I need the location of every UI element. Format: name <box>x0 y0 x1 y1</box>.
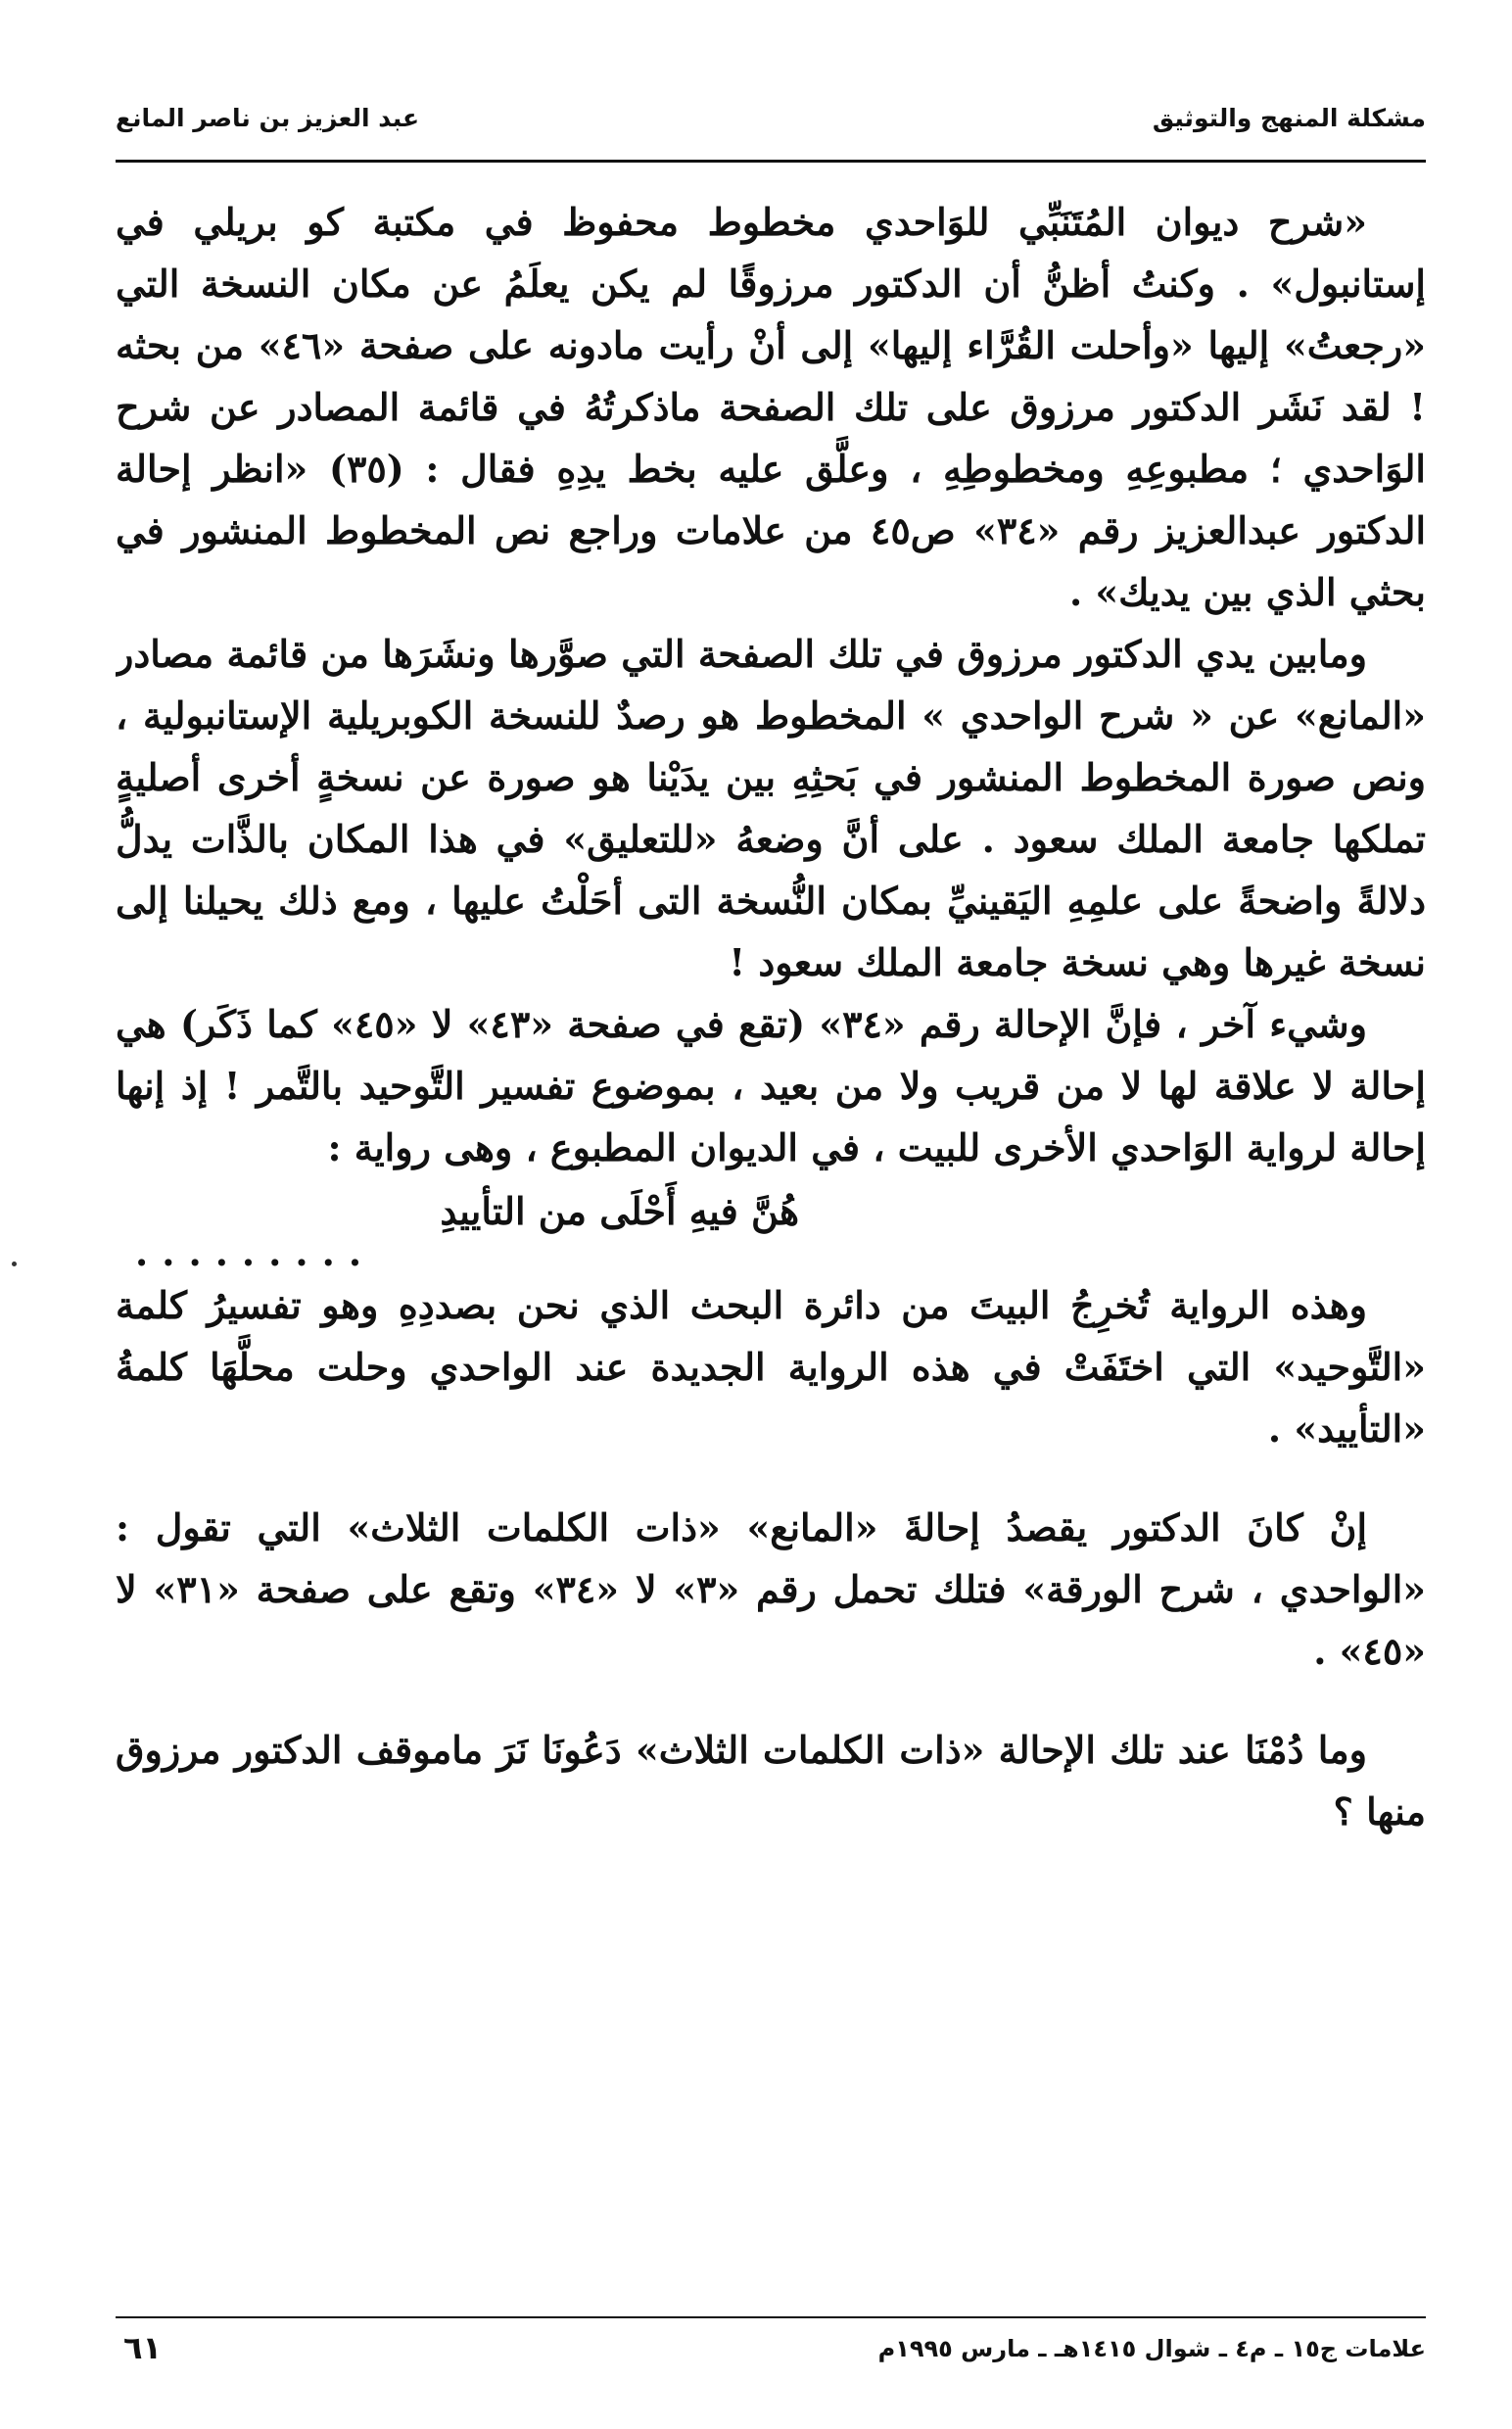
header-journal-section-title: مشكلة المنهج والتوثيق <box>1152 104 1426 132</box>
header-author-name: عبد العزيز بن ناصر المانع <box>116 104 420 132</box>
running-header <box>116 90 1426 149</box>
verse-ellipsis: ......... <box>135 1230 376 1274</box>
poetry-verse <box>116 1180 1426 1274</box>
paragraph-4: وهذه الرواية تُخرِجُ البيتَ من دائرة البحث الذي نحن بصددِهِ وهو تفسيرُ كلمة «التَّوحيد» التي اختَفَتْ في هذه الرواية الجديدة عند الواحدي وحلت محلَّهَا كلمةُ «التأييد» . <box>116 1283 1426 1451</box>
verse-hemistich: هُنَّ فيهِ أَحْلَى من التأييدِ <box>440 1189 799 1233</box>
paragraph-6: وما دُمْنَا عند تلك الإحالة «ذات الكلمات الثلاث» دَعُونَا نَرَ ماموقف الدكتور مرزوق منها ؟ <box>116 1728 1426 1834</box>
scan-speck <box>12 1262 17 1266</box>
footer-issue-info: علامات ج١٥ ـ م٤ ـ شوال ١٤١٥هـ ـ مارس ١٩٩٥م <box>877 2335 1426 2362</box>
footer-rule <box>116 2316 1426 2318</box>
article-body <box>116 191 1426 2277</box>
page-number: ٦١ <box>123 2329 163 2366</box>
header-rule <box>116 160 1426 163</box>
paragraph-2: ومابين يدي الدكتور مرزوق في تلك الصفحة التي صوَّرها ونشَرَها من قائمة مصادر «المانع» عن « شرح الواحدي » المخطوط هو رصدٌ للنسخة الكوبريلية الإستانبولية ، ونص صورة المخطوط المنشور في بَحثِهِ بين يدَيْنا هو صورة عن نسخةٍ أخرى أصليةٍ تملكها جامعة الملك سعود . على أنَّ وضعهُ «للتعليق» في هذا المكان بالذَّات يدلُّ دلالةً واضحةً على علمِهِ اليَقينيِّ بمكان النُّسخة التى أحَلْتُ عليها ، ومع ذلك يحيلنا إلى نسخة غيرها وهي نسخة جامعة الملك سعود ! <box>116 632 1426 984</box>
running-footer <box>116 2329 1426 2378</box>
paragraph-3: وشيء آخر ، فإنَّ الإحالة رقم «٣٤» (تقع في صفحة «٤٣» لا «٤٥» كما ذَكَر) هي إحالة لا علاقة لها لا من قريب ولا من بعيد ، بموضوع تفسير التَّوحيد بالتَّمر ! إذ إنها إحالة لرواية الوَاحدي الأخرى للبيت ، في الديوان المطبوع ، وهى رواية : <box>116 1002 1426 1169</box>
paragraph-5: إنْ كانَ الدكتور يقصدُ إحالةَ «المانع» «ذات الكلمات الثلاث» التي تقول : «الواحدي ، شرح الورقة» فتلك تحمل رقم «٣» لا «٣٤» وتقع على صفحة «٣١» لا «٤٥» . <box>116 1505 1426 1673</box>
paragraph-1: «شرح ديوان المُتَنَبِّي للوَاحدي مخطوط محفوظ في مكتبة كو بريلي في إستانبول» . وكنتُ أظنُّ أن الدكتور مرزوقًا لم يكن يعلَمُ عن مكان النسخة التي «رجعتُ» إليها «وأحلت القُرَّاء إليها» إلى أنْ رأيت مادونه على صفحة «٤٦» من بحثه ! لقد نَشَر الدكتور مرزوق على تلك الصفحة ماذكرتُهُ في قائمة المصادر عن شرح الوَاحدي ؛ مطبوعِهِ ومخطوطِهِ ، وعلَّق عليه بخط يدِهِ فقال : (٣٥) «انظر إحالة الدكتور عبدالعزيز رقم «٣٤» ص٤٥ من علامات وراجع نص المخطوط المنشور في بحثي الذي بين يديك» . <box>116 200 1426 614</box>
